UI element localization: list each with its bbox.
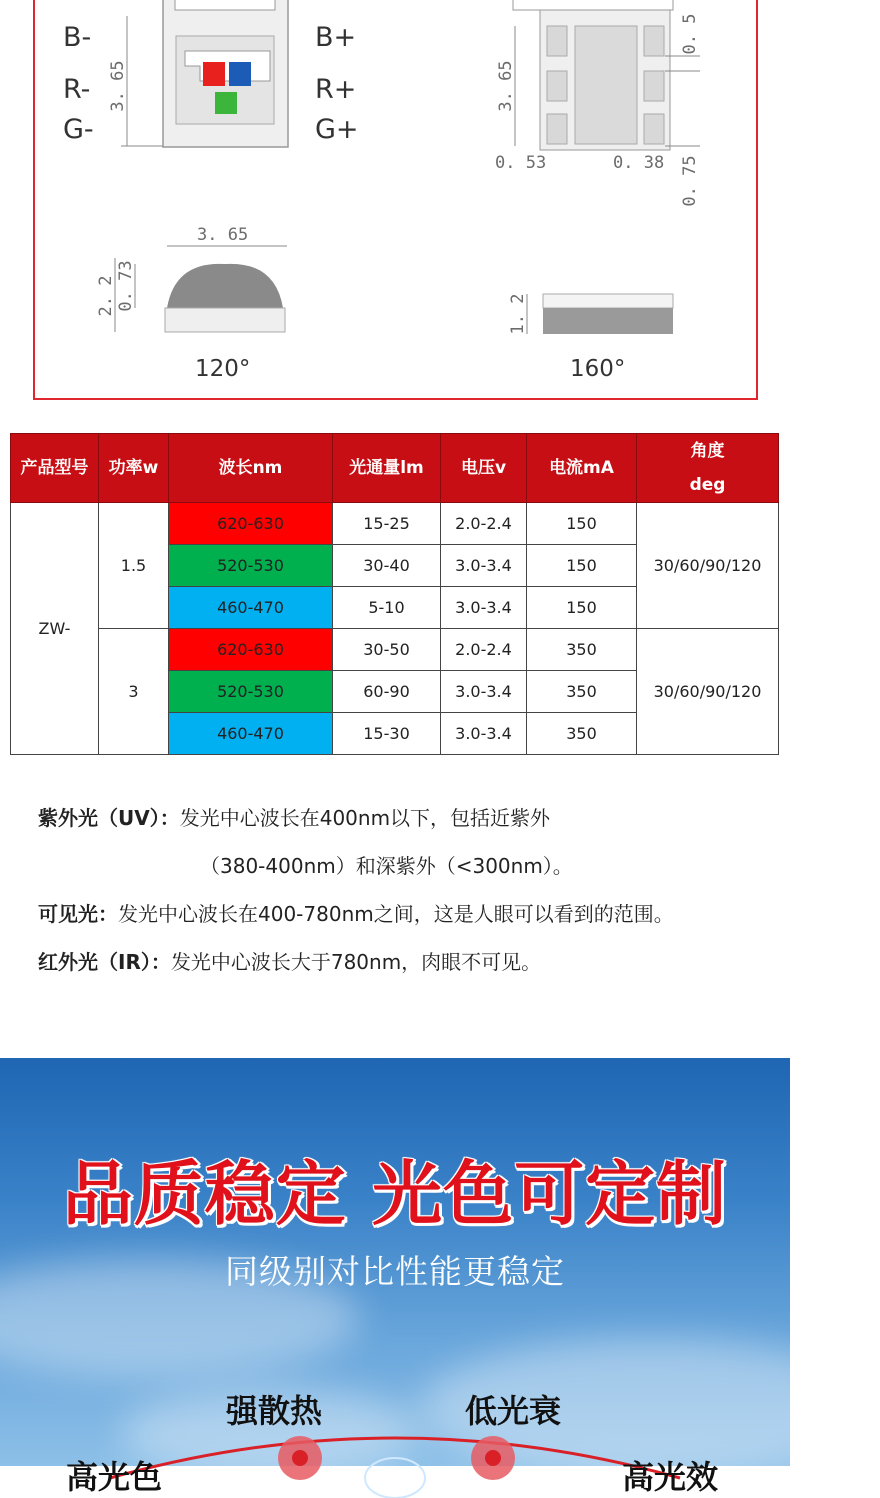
cell-voltage: 3.0-3.4 [441,587,527,629]
cell-current: 150 [527,587,637,629]
note-uv-text: 发光中心波长在400nm以下，包括近紫外 [179,806,551,830]
side-view-dome [115,246,287,332]
header-current: 电流mA [527,434,637,503]
cell-current: 350 [527,671,637,713]
pin-label-b-plus: B+ [315,22,357,53]
pin-label-r-minus: R- [63,74,91,105]
pin-label-r-plus: R+ [315,74,357,105]
cell-flux: 5-10 [333,587,441,629]
pin-label-g-plus: G+ [315,114,359,145]
dim-side-width: 3. 65 [197,225,249,245]
cell-power: 3 [99,629,169,755]
header-power: 功率w [99,434,169,503]
dim-side-height: 2. 2 [96,275,116,317]
feature-diagram [0,1058,790,1466]
note-ir [38,948,541,976]
cell-wavelength: 620-630 [169,503,333,545]
spec-table [10,433,779,755]
header-angle [637,434,779,503]
feature-high-efficacy: 高光效 [622,1458,719,1496]
note-visible-text: 发光中心波长在400-780nm之间，这是人眼可以看到的范围。 [118,902,674,926]
note-uv-continued: （380-400nm）和深紫外（<300nm）。 [200,854,573,878]
cell-voltage: 3.0-3.4 [441,671,527,713]
pin-label-g-minus: G- [63,114,94,145]
cell-current: 350 [527,713,637,755]
note-ir-text: 发光中心波长大于780nm，肉眼不可见。 [170,950,542,974]
banner-subline: 同级别对比性能更稳定 [225,1252,565,1291]
header-angle-unit: deg [689,475,726,495]
cell-voltage: 3.0-3.4 [441,545,527,587]
cell-voltage: 3.0-3.4 [441,713,527,755]
cell-flux: 60-90 [333,671,441,713]
bottom-view-package [513,0,700,150]
red-chip [203,62,225,86]
dim-flat-height: 1. 2 [508,293,528,335]
header-wavelength: 波长nm [169,434,333,503]
cell-current: 350 [527,629,637,671]
note-visible [38,900,674,928]
feature-high-color: 高光色 [66,1458,163,1496]
cell-current: 150 [527,503,637,545]
dim-top-height: 3. 65 [108,60,128,112]
dim-side-dome: 0. 73 [116,260,136,312]
cell-wavelength: 460-470 [169,587,333,629]
cell-voltage: 2.0-2.4 [441,629,527,671]
cell-power: 1.5 [99,503,169,629]
cell-flux: 30-40 [333,545,441,587]
dim-pad-gap: 0. 5 [680,13,700,55]
pin-label-b-minus: B- [63,22,92,53]
dim-bottom-height: 3. 65 [496,60,516,112]
note-ir-label: 红外光（IR）： [38,950,171,974]
blue-chip [229,62,251,86]
center-glow-icon [365,1458,425,1498]
dimension-drawing [35,0,760,400]
header-angle-label: 角度 [690,441,725,461]
green-chip [215,92,237,114]
cell-flux: 15-30 [333,713,441,755]
table-row [11,629,779,671]
cell-wavelength: 460-470 [169,713,333,755]
banner-headline: 品质稳定 光色可定制 [62,1153,728,1235]
cell-flux: 30-50 [333,629,441,671]
side-view-flat [527,294,673,334]
cell-current: 150 [527,545,637,587]
top-view-package [121,0,288,147]
dim-pad-right: 0. 75 [680,155,700,207]
feature-low-decay: 低光衰 [465,1392,562,1430]
table-row [11,503,779,545]
angle-flat-label: 160° [570,356,626,382]
header-flux: 光通量lm [333,434,441,503]
dim-pad-mid: 0. 38 [613,153,665,173]
dimension-drawing-panel [33,0,758,400]
feature-node-dot-icon [485,1450,501,1466]
note-visible-label: 可见光： [38,902,118,926]
cell-voltage: 2.0-2.4 [441,503,527,545]
note-uv [38,804,550,832]
feature-heat-dissipation: 强散热 [226,1392,323,1430]
angle-dome-label: 120° [195,356,251,382]
header-voltage: 电压v [441,434,527,503]
cell-wavelength: 520-530 [169,545,333,587]
feature-node-dot-icon [292,1450,308,1466]
dim-pad-left: 0. 53 [495,153,547,173]
quality-banner [0,1058,790,1496]
cell-angle: 30/60/90/120 [637,629,779,755]
cell-flux: 15-25 [333,503,441,545]
header-model: 产品型号 [11,434,99,503]
cell-model: ZW- [11,503,99,755]
cell-wavelength: 520-530 [169,671,333,713]
cell-wavelength: 620-630 [169,629,333,671]
cell-angle: 30/60/90/120 [637,503,779,629]
table-header-row [11,434,779,503]
note-uv-label: 紫外光（UV）： [38,806,180,830]
